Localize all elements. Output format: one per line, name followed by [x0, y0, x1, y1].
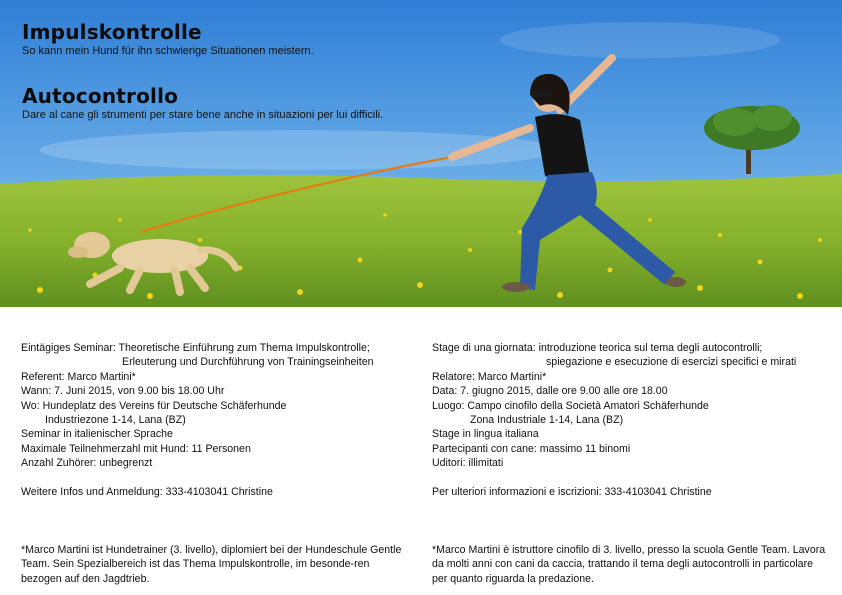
info-line: Per ulteriori informazioni e iscrizioni: 333-4103041 Christine [432, 486, 712, 499]
location-continuation: Industriezone 1-14, Lana (BZ) [45, 414, 186, 427]
title-german: Impulskontrolle [22, 20, 202, 44]
seminar-line: Eintägiges Seminar: Theoretische Einführung zum Thema Impulskontrolle; [21, 342, 370, 354]
trainer-note-italian: *Marco Martini è istruttore cinofilo di 3. livello, presso la scuola Gentle Team. Lavora da molti anni con cani da caccia, trattando il tema degli autocontrolli in particolare per quanto riguarda la predazione. [432, 544, 826, 585]
seminar-continuation: Erleuterung und Durchführung von Trainingseinheiten [122, 356, 374, 369]
stage-line: Stage di una giornata: introduzione teorica sul tema degli autocontrolli; [432, 342, 763, 354]
participants-line: Maximale Teilnehmerzahl mit Hund: 11 Personen [21, 442, 251, 455]
location-line: Wo: Hundeplatz des Vereins für Deutsche Schäferhunde [21, 399, 287, 412]
relatore-line: Relatore: Marco Martini* [432, 370, 547, 383]
language-line: Seminar in italienischer Sprache [21, 428, 173, 441]
trainer-note-german: *Marco Martini ist Hundetrainer (3. livello), diplomiert bei der Hundeschule Gentle Team. Sein Spezialbereich ist das Thema Impulskontrolle, im besonde-ren bezogen auf den Jagdtrieb. [21, 544, 402, 585]
data-line: Data: 7. giugno 2015, dalle ore 9.00 alle ore 18.00 [432, 385, 668, 398]
lingua-line: Stage in lingua italiana [432, 428, 539, 441]
subtitle-italian: Dare al cane gli strumenti per stare bene anche in situazioni per lui difficili. [22, 109, 384, 121]
italian-details [432, 341, 832, 499]
stage-continuation: spiegazione e esecuzione di esercizi specifici e mirati [546, 356, 797, 369]
subtitle-german: So kann mein Hund für ihn schwierige Situationen meistern. [22, 45, 314, 57]
uditori-line: Uditori: illimitati [432, 457, 504, 470]
listeners-line: Anzahl Zuhörer: unbegrenzt [21, 457, 153, 470]
german-details [21, 341, 421, 499]
luogo-line: Luogo: Campo cinofilo della Società Amatori Schäferhunde [432, 399, 709, 412]
luogo-continuation: Zona Industriale 1-14, Lana (BZ) [470, 414, 624, 427]
date-line: Wann: 7. Juni 2015, von 9.00 bis 18.00 Uhr [21, 385, 225, 398]
contact-line: Weitere Infos und Anmeldung: 333-4103041 Christine [21, 486, 273, 499]
partecipanti-line: Partecipanti con cane: massimo 11 binomi [432, 442, 631, 455]
title-italian: Autocontrollo [22, 84, 179, 108]
referent-line: Referent: Marco Martini* [21, 370, 136, 383]
